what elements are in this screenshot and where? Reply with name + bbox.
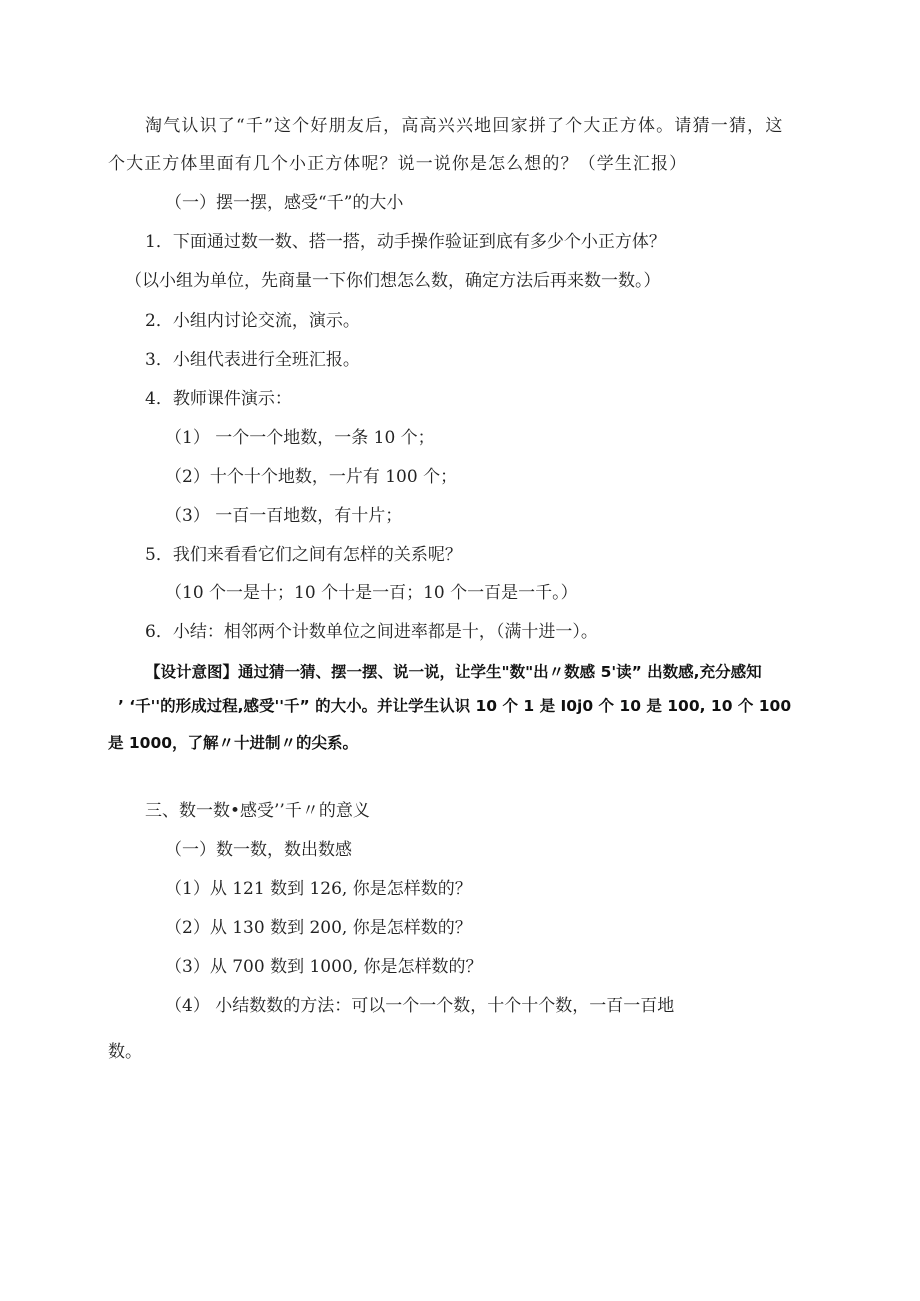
question-4-line-2: 数。 bbox=[108, 1042, 142, 1062]
design-intent-line-3: 是 1000，了解〃十进制〃的尖系。 bbox=[108, 734, 359, 752]
design-intent-line-2: ’ ‘千''的形成过程,感受''千” 的大小。并让学生认识 10 个 1 是 I0j0 个 10 是 100, 10 个 100 bbox=[118, 697, 792, 715]
design-intent-line-1 bbox=[145, 660, 762, 684]
list-item-6: 6．小结：相邻两个计数单位之间进率都是十，（满十进一）。 bbox=[145, 622, 598, 642]
list-item-1: 1．下面通过数一数、搭一搭，动手操作验证到底有多少个小正方体？ bbox=[145, 232, 666, 252]
sub-item-2: （2）十个十个地数，一片有 100 个； bbox=[165, 467, 458, 487]
sub-item-1: （1） 一个一个地数，一条 10 个； bbox=[165, 428, 435, 448]
list-item-1-note: （以小组为单位，先商量一下你们想怎么数，确定方法后再来数一数。） bbox=[125, 271, 661, 291]
section-one-heading: （一）摆一摆，感受“千”的大小 bbox=[165, 193, 404, 213]
section-three-heading: 三、数一数•感受’’千〃的意义 bbox=[145, 801, 370, 821]
question-4-line-1: （4） 小结数数的方法：可以一个一个数，十个十个数，一百一百地 bbox=[165, 996, 675, 1016]
question-2: （2）从 130 数到 200, 你是怎样数的？ bbox=[165, 918, 472, 938]
section-three-subheading: （一）数一数，数出数感 bbox=[165, 840, 352, 860]
list-item-3: 3．小组代表进行全班汇报。 bbox=[145, 350, 360, 370]
design-intent-text-1: 通过猜一猜、摆一摆、说一说，让学生"数"出〃数感 5'读” 出数感,充分感知 bbox=[238, 663, 762, 681]
question-1: （1）从 121 数到 126, 你是怎样数的？ bbox=[165, 879, 472, 899]
sub-item-3: （3） 一百一百地数，有十片； bbox=[165, 506, 403, 526]
intro-line-1: 淘气认识了“千”这个好朋友后，高高兴兴地回家拼了个大正方体。请猜一猜，这 bbox=[145, 116, 784, 136]
intro-line-2: 个大正方体里面有几个小正方体呢？说一说你是怎么想的？（学生汇报） bbox=[108, 154, 688, 174]
list-item-4: 4．教师课件演示： bbox=[145, 389, 292, 409]
design-intent-label: 【设计意图】 bbox=[145, 663, 239, 681]
list-item-5: 5．我们来看看它们之间有怎样的关系呢？ bbox=[145, 545, 462, 565]
question-3: （3）从 700 数到 1000, 你是怎样数的？ bbox=[165, 957, 483, 977]
list-item-5-note: （10 个一是十；10 个十是一百；10 个一百是一千。） bbox=[165, 583, 578, 603]
list-item-2: 2．小组内讨论交流，演示。 bbox=[145, 311, 360, 331]
